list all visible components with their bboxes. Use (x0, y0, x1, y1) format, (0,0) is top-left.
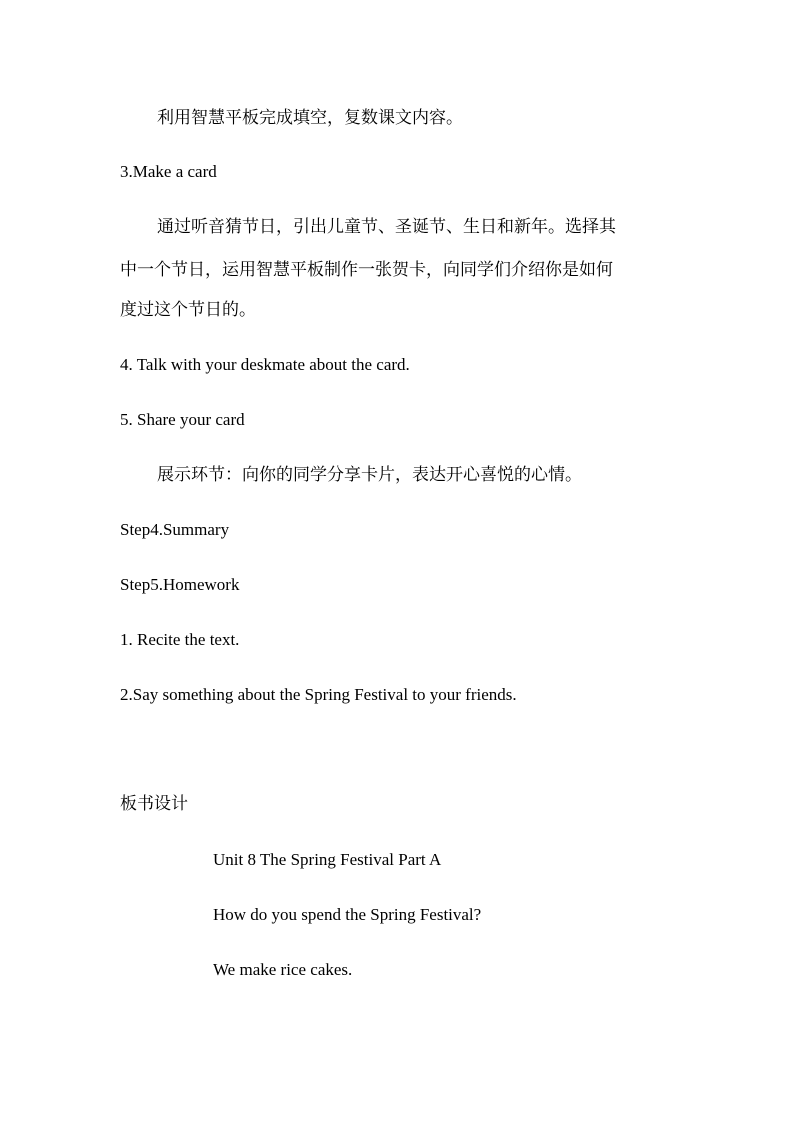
step4-summary: Step4.Summary (120, 520, 230, 539)
homework-item-1: 1. Recite the text. (120, 630, 240, 649)
step5-homework: Step5.Homework (120, 575, 240, 594)
paragraph-share-description: 展示环节：向你的同学分享卡片，表达开心喜悦的心情。 (157, 465, 582, 485)
board-design-line-2: How do you spend the Spring Festival? (213, 905, 482, 924)
paragraph-tablet-fill-blanks: 利用智慧平板完成填空，复数课文内容。 (157, 108, 463, 128)
board-design-line-3: We make rice cakes. (213, 960, 353, 979)
board-design-line-1: Unit 8 The Spring Festival Part A (213, 850, 442, 869)
step-make-a-card: 3.Make a card (120, 162, 217, 181)
step-talk-with-deskmate: 4. Talk with your deskmate about the card. (120, 355, 410, 374)
paragraph-card-line-2: 中一个节日，运用智慧平板制作一张贺卡，向同学们介绍你是如何 (120, 260, 613, 280)
paragraph-card-line-3: 度过这个节日的。 (120, 300, 256, 320)
homework-item-2: 2.Say something about the Spring Festival to your friends. (120, 685, 517, 704)
step-share-card: 5. Share your card (120, 410, 245, 429)
board-design-heading: 板书设计 (120, 794, 188, 814)
paragraph-card-line-1: 通过听音猜节日，引出儿童节、圣诞节、生日和新年。选择其 (157, 217, 616, 237)
